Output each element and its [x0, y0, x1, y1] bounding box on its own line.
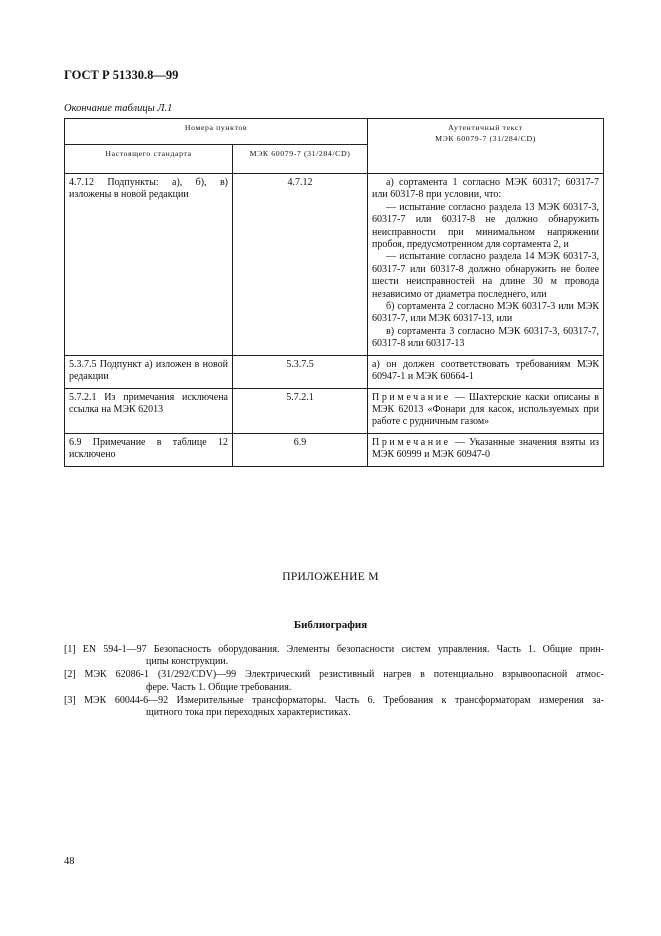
bibliography-item [64, 669, 604, 693]
cell-text [368, 174, 604, 356]
cell-current: 5.7.2.1 Из примечания исключена ссылка на МЭК 62013 [65, 388, 233, 433]
header-authentic-line2: МЭК 60079-7 (31/284/CD) [435, 134, 536, 143]
table-row [65, 174, 604, 356]
cell-text [368, 433, 604, 466]
bibliography-item [64, 644, 604, 668]
text-item-b: б) сортамента 2 согласно МЭК 60317-3 или МЭК 60317-7, или МЭК 60317-13, или [372, 301, 600, 325]
text-item-a: а) сортамента 1 согласно МЭК 60317; 60317-7 или 60317-8 при условии, что: [372, 177, 600, 201]
bibliography-item-cont: щитного тока при переходных характеристиках. [146, 707, 351, 719]
page-number: 48 [64, 856, 75, 867]
text-item-c: в) сортамента 3 согласно МЭК 60317-3, 60317-7, 60317-8 или 60317-13 [372, 325, 600, 350]
cell-iec: 5.3.7.5 [233, 355, 368, 388]
bibliography-item-first: [1] EN 594-1—97 Безопасность оборудования. Элементы безопасности систем управления. Часть 1. Общие прин- [64, 644, 604, 655]
cell-text: а) он должен соответствовать требованиям МЭК 60947-1 и МЭК 60664-1 [368, 355, 604, 388]
bibliography-item-first: [2] МЭК 62086-1 (31/292/CDV)—99 Электрический резистивный нагрев в потенциально взрывоопасной атмос- [64, 669, 604, 681]
bibliography-list [64, 644, 604, 720]
bibliography-item [64, 695, 604, 719]
header-clause-numbers: Номера пунктов [65, 119, 368, 145]
comparison-table [64, 118, 604, 467]
header-authentic-line1: Аутентичный текст [448, 123, 523, 132]
cell-current: 4.7.12 Подпункты: а), б), в) изложены в новой редакции [65, 174, 233, 356]
header-authentic-text [368, 119, 604, 174]
table-row [65, 355, 604, 388]
cell-current: 5.3.7.5 Подпункт а) изложен в новой редакции [65, 355, 233, 388]
bibliography-item-cont: фере. Часть 1. Общие требования. [146, 681, 292, 693]
table-header-row [65, 119, 604, 145]
table-row [65, 388, 604, 433]
note-label: Примечание [372, 391, 451, 403]
note-label: Примечание [372, 436, 451, 448]
document-header: ГОСТ Р 51330.8—99 [64, 68, 179, 82]
cell-iec: 6.9 [233, 433, 368, 466]
header-current-standard: Настоящего стандарта [65, 145, 233, 174]
bibliography-item-first: [3] МЭК 60044-6—92 Измерительные трансформаторы. Часть 6. Требования к трансформаторам измерения за- [64, 694, 604, 706]
text-dash-item-2: — испытание согласно раздела 14 МЭК 60317-3, 60317-7 или 60317-8 должно обнаружить не более шести неисправностей на длине 30 м провода независимо от диаметра последнего, или [372, 251, 600, 300]
table-caption: Окончание таблицы Л.1 [64, 103, 173, 114]
text-dash-item-1: — испытание согласно раздела 13 МЭК 60317-3, 60317-7 или 60317-8 не должно обнаружить неисправности при минимальном напряжении пробоя, предусмотренном для сортамента 2, и [372, 201, 600, 251]
note-text: — Указанные значения взяты из МЭК 60999 и МЭК 60947-0 [372, 436, 600, 461]
bibliography-title: Библиография [293, 619, 368, 631]
cell-current: 6.9 Примечание в таблице 12 исключено [65, 433, 233, 466]
table-row [65, 433, 604, 466]
note-text: — Шахтерские каски описаны в МЭК 62013 «Фонари для касок, используемых при работе с рудничным газом» [372, 391, 600, 428]
cell-iec: 4.7.12 [233, 174, 368, 356]
bibliography-item-cont: ципы конструкции. [146, 656, 229, 668]
cell-iec: 5.7.2.1 [233, 388, 368, 433]
header-iec-clause: МЭК 60079-7 (31/284/CD) [233, 145, 368, 174]
appendix-title: ПРИЛОЖЕНИЕ М [282, 571, 379, 583]
cell-text [368, 388, 604, 433]
